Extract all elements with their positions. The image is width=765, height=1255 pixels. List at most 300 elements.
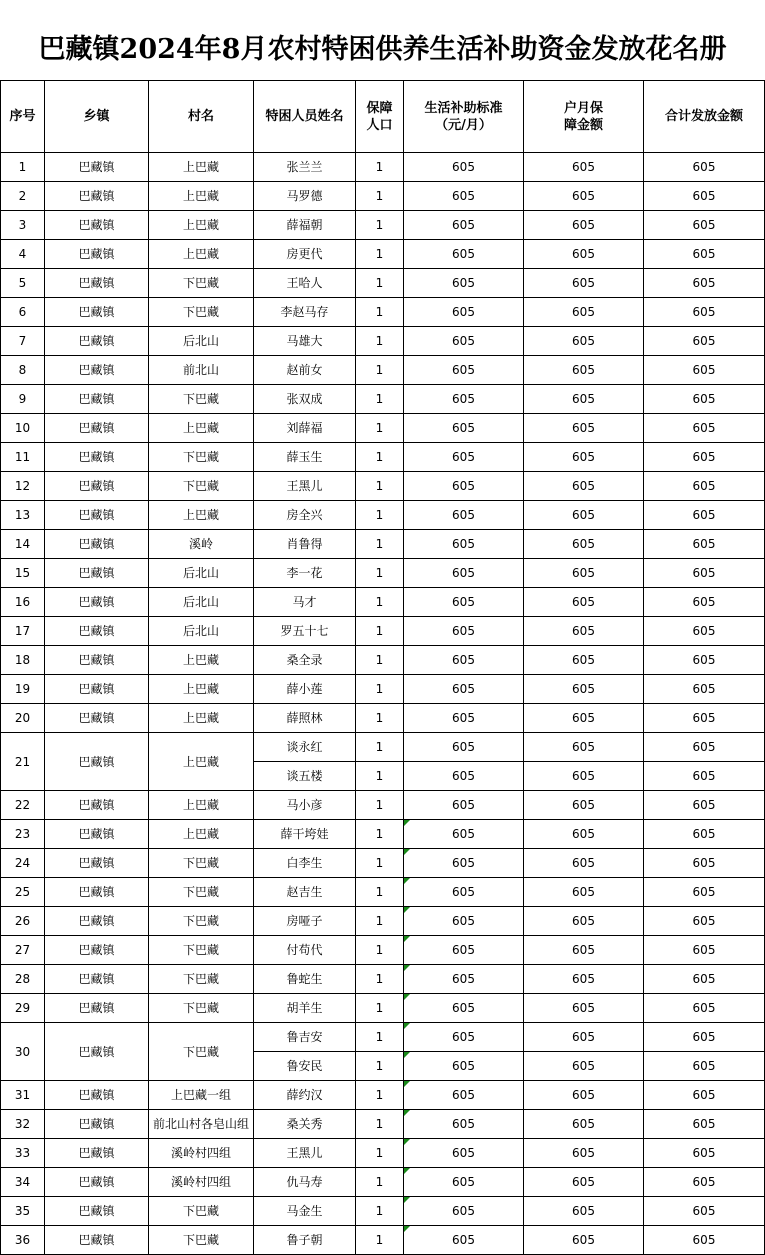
cell-count: 1: [356, 385, 404, 414]
cell-seq: 30: [1, 1023, 45, 1081]
cell-seq: 9: [1, 385, 45, 414]
cell-name: 刘薛福: [254, 414, 356, 443]
table-row: [1, 965, 765, 994]
cell-standard: 605: [404, 356, 524, 385]
cell-seq: 25: [1, 878, 45, 907]
cell-town: 巴藏镇: [45, 820, 149, 849]
cell-name: 马金生: [254, 1197, 356, 1226]
cell-seq: 3: [1, 211, 45, 240]
table-row: [1, 559, 765, 588]
cell-total: 605: [644, 907, 765, 936]
cell-monthly: 605: [524, 240, 644, 269]
cell-count: 1: [356, 211, 404, 240]
cell-name: 房哑子: [254, 907, 356, 936]
table-row: [1, 153, 765, 182]
cell-standard: 605: [404, 1052, 524, 1081]
cell-seq: 33: [1, 1139, 45, 1168]
cell-village: 后北山: [149, 327, 254, 356]
cell-total: 605: [644, 153, 765, 182]
table-row: [1, 1139, 765, 1168]
cell-standard: 605: [404, 733, 524, 762]
cell-village: 下巴藏: [149, 936, 254, 965]
cell-town: 巴藏镇: [45, 849, 149, 878]
cell-count: 1: [356, 443, 404, 472]
cell-name: 薛玉生: [254, 443, 356, 472]
cell-town: 巴藏镇: [45, 530, 149, 559]
cell-monthly: 605: [524, 1197, 644, 1226]
cell-village: 后北山: [149, 617, 254, 646]
cell-name: 桑关秀: [254, 1110, 356, 1139]
cell-monthly: 605: [524, 936, 644, 965]
cell-monthly: 605: [524, 356, 644, 385]
cell-standard: 605: [404, 588, 524, 617]
cell-name: 马罗德: [254, 182, 356, 211]
cell-village: 溪岭村四组: [149, 1139, 254, 1168]
cell-village: 下巴藏: [149, 443, 254, 472]
cell-village: 下巴藏: [149, 849, 254, 878]
cell-town: 巴藏镇: [45, 414, 149, 443]
cell-seq: 13: [1, 501, 45, 530]
cell-standard: 605: [404, 559, 524, 588]
cell-seq: 15: [1, 559, 45, 588]
cell-monthly: 605: [524, 1023, 644, 1052]
cell-count: 1: [356, 414, 404, 443]
cell-town: 巴藏镇: [45, 907, 149, 936]
cell-town: 巴藏镇: [45, 240, 149, 269]
cell-count: 1: [356, 588, 404, 617]
cell-name: 赵前女: [254, 356, 356, 385]
cell-seq: 16: [1, 588, 45, 617]
cell-town: 巴藏镇: [45, 965, 149, 994]
header-row: [1, 81, 765, 153]
cell-count: 1: [356, 849, 404, 878]
cell-total: 605: [644, 414, 765, 443]
cell-name: 薛约汉: [254, 1081, 356, 1110]
cell-seq: 5: [1, 269, 45, 298]
cell-village: 下巴藏: [149, 994, 254, 1023]
table-row: [1, 849, 765, 878]
cell-seq: 20: [1, 704, 45, 733]
cell-total: 605: [644, 965, 765, 994]
cell-monthly: 605: [524, 588, 644, 617]
table-row: [1, 820, 765, 849]
cell-standard: 605: [404, 791, 524, 820]
table-row: [1, 472, 765, 501]
table-row: [1, 1023, 765, 1052]
cell-village: 下巴藏: [149, 385, 254, 414]
cell-seq: 35: [1, 1197, 45, 1226]
cell-standard: 605: [404, 472, 524, 501]
cell-name: 鲁安民: [254, 1052, 356, 1081]
table-row: [1, 240, 765, 269]
cell-town: 巴藏镇: [45, 385, 149, 414]
cell-name: 马小彦: [254, 791, 356, 820]
cell-monthly: 605: [524, 1081, 644, 1110]
cell-total: 605: [644, 559, 765, 588]
cell-monthly: 605: [524, 501, 644, 530]
cell-name: 鲁子朝: [254, 1226, 356, 1255]
table-row: [1, 733, 765, 762]
cell-count: 1: [356, 762, 404, 791]
cell-count: 1: [356, 269, 404, 298]
cell-village: 下巴藏: [149, 472, 254, 501]
cell-seq: 27: [1, 936, 45, 965]
table-row: [1, 878, 765, 907]
cell-village: 下巴藏: [149, 878, 254, 907]
cell-seq: 12: [1, 472, 45, 501]
cell-seq: 24: [1, 849, 45, 878]
cell-total: 605: [644, 501, 765, 530]
cell-total: 605: [644, 1081, 765, 1110]
table-row: [1, 298, 765, 327]
table-row: [1, 1168, 765, 1197]
cell-count: 1: [356, 559, 404, 588]
cell-total: 605: [644, 849, 765, 878]
cell-monthly: 605: [524, 1110, 644, 1139]
cell-standard: 605: [404, 240, 524, 269]
cell-total: 605: [644, 733, 765, 762]
cell-count: 1: [356, 1110, 404, 1139]
cell-monthly: 605: [524, 385, 644, 414]
cell-name: 鲁吉安: [254, 1023, 356, 1052]
cell-village: 下巴藏: [149, 1226, 254, 1255]
cell-monthly: 605: [524, 269, 644, 298]
cell-name: 谈五楼: [254, 762, 356, 791]
cell-monthly: 605: [524, 182, 644, 211]
cell-name: 仇马寿: [254, 1168, 356, 1197]
cell-standard: 605: [404, 443, 524, 472]
cell-count: 1: [356, 820, 404, 849]
cell-monthly: 605: [524, 617, 644, 646]
cell-town: 巴藏镇: [45, 675, 149, 704]
cell-monthly: 605: [524, 530, 644, 559]
cell-seq: 32: [1, 1110, 45, 1139]
cell-town: 巴藏镇: [45, 501, 149, 530]
cell-total: 605: [644, 240, 765, 269]
cell-name: 马才: [254, 588, 356, 617]
cell-count: 1: [356, 675, 404, 704]
cell-monthly: 605: [524, 1226, 644, 1255]
cell-count: 1: [356, 704, 404, 733]
cell-count: 1: [356, 240, 404, 269]
cell-village: 下巴藏: [149, 298, 254, 327]
cell-seq: 8: [1, 356, 45, 385]
cell-standard: 605: [404, 762, 524, 791]
cell-monthly: 605: [524, 791, 644, 820]
cell-total: 605: [644, 530, 765, 559]
cell-name: 鲁蛇生: [254, 965, 356, 994]
cell-village: 下巴藏: [149, 965, 254, 994]
cell-village: 后北山: [149, 588, 254, 617]
cell-seq: 1: [1, 153, 45, 182]
cell-total: 605: [644, 472, 765, 501]
cell-standard: 605: [404, 182, 524, 211]
cell-monthly: 605: [524, 1139, 644, 1168]
cell-total: 605: [644, 298, 765, 327]
cell-village: 前北山村各皂山组: [149, 1110, 254, 1139]
cell-town: 巴藏镇: [45, 559, 149, 588]
cell-standard: 605: [404, 211, 524, 240]
cell-standard: 605: [404, 1023, 524, 1052]
cell-village: 下巴藏: [149, 1197, 254, 1226]
cell-standard: 605: [404, 1110, 524, 1139]
cell-monthly: 605: [524, 646, 644, 675]
cell-name: 李一花: [254, 559, 356, 588]
page-title: 巴藏镇2024年8月农村特困供养生活补助资金发放花名册: [38, 33, 727, 65]
cell-town: 巴藏镇: [45, 588, 149, 617]
cell-town: 巴藏镇: [45, 1139, 149, 1168]
cell-count: 1: [356, 878, 404, 907]
cell-total: 605: [644, 1168, 765, 1197]
cell-seq: 17: [1, 617, 45, 646]
cell-name: 房更代: [254, 240, 356, 269]
cell-name: 王黑儿: [254, 1139, 356, 1168]
cell-total: 605: [644, 646, 765, 675]
cell-village: 下巴藏: [149, 1023, 254, 1081]
cell-standard: 605: [404, 327, 524, 356]
cell-total: 605: [644, 356, 765, 385]
cell-total: 605: [644, 675, 765, 704]
cell-town: 巴藏镇: [45, 298, 149, 327]
cell-monthly: 605: [524, 994, 644, 1023]
cell-monthly: 605: [524, 907, 644, 936]
table-row: [1, 791, 765, 820]
cell-total: 605: [644, 762, 765, 791]
cell-total: 605: [644, 617, 765, 646]
cell-village: 上巴藏: [149, 733, 254, 791]
cell-name: 薛福朝: [254, 211, 356, 240]
cell-town: 巴藏镇: [45, 443, 149, 472]
cell-standard: 605: [404, 675, 524, 704]
cell-count: 1: [356, 327, 404, 356]
cell-total: 605: [644, 994, 765, 1023]
cell-count: 1: [356, 1081, 404, 1110]
cell-village: 上巴藏: [149, 791, 254, 820]
cell-town: 巴藏镇: [45, 472, 149, 501]
table-row: [1, 414, 765, 443]
header-village: 村名: [149, 81, 254, 153]
cell-town: 巴藏镇: [45, 211, 149, 240]
cell-town: 巴藏镇: [45, 1168, 149, 1197]
cell-seq: 6: [1, 298, 45, 327]
table-row: [1, 936, 765, 965]
table-row: [1, 675, 765, 704]
cell-town: 巴藏镇: [45, 704, 149, 733]
header-seq: 序号: [1, 81, 45, 153]
table-row: [1, 269, 765, 298]
cell-standard: 605: [404, 646, 524, 675]
cell-monthly: 605: [524, 472, 644, 501]
cell-monthly: 605: [524, 414, 644, 443]
cell-count: 1: [356, 791, 404, 820]
cell-count: 1: [356, 617, 404, 646]
cell-monthly: 605: [524, 878, 644, 907]
cell-standard: 605: [404, 936, 524, 965]
cell-standard: 605: [404, 501, 524, 530]
cell-name: 李赵马存: [254, 298, 356, 327]
cell-total: 605: [644, 878, 765, 907]
cell-village: 溪岭村四组: [149, 1168, 254, 1197]
cell-seq: 29: [1, 994, 45, 1023]
cell-standard: 605: [404, 617, 524, 646]
table-row: [1, 1110, 765, 1139]
cell-village: 下巴藏: [149, 269, 254, 298]
cell-village: 上巴藏: [149, 414, 254, 443]
cell-village: 上巴藏: [149, 704, 254, 733]
cell-monthly: 605: [524, 298, 644, 327]
cell-name: 桑全录: [254, 646, 356, 675]
cell-total: 605: [644, 820, 765, 849]
cell-count: 1: [356, 1168, 404, 1197]
header-standard: 生活补助标准 （元/月）: [404, 81, 524, 153]
table-row: [1, 530, 765, 559]
cell-count: 1: [356, 182, 404, 211]
cell-standard: 605: [404, 907, 524, 936]
cell-seq: 26: [1, 907, 45, 936]
cell-standard: 605: [404, 385, 524, 414]
cell-count: 1: [356, 1197, 404, 1226]
cell-count: 1: [356, 733, 404, 762]
cell-village: 溪岭: [149, 530, 254, 559]
table-row: [1, 182, 765, 211]
cell-total: 605: [644, 791, 765, 820]
header-town: 乡镇: [45, 81, 149, 153]
cell-seq: 14: [1, 530, 45, 559]
cell-count: 1: [356, 1226, 404, 1255]
cell-village: 上巴藏: [149, 240, 254, 269]
cell-standard: 605: [404, 1168, 524, 1197]
cell-standard: 605: [404, 530, 524, 559]
cell-seq: 2: [1, 182, 45, 211]
cell-standard: 605: [404, 1081, 524, 1110]
cell-count: 1: [356, 1139, 404, 1168]
cell-total: 605: [644, 936, 765, 965]
cell-monthly: 605: [524, 762, 644, 791]
cell-town: 巴藏镇: [45, 153, 149, 182]
cell-town: 巴藏镇: [45, 327, 149, 356]
cell-seq: 18: [1, 646, 45, 675]
cell-total: 605: [644, 1197, 765, 1226]
table-row: [1, 356, 765, 385]
table-row: [1, 327, 765, 356]
cell-name: 张双成: [254, 385, 356, 414]
cell-village: 上巴藏: [149, 182, 254, 211]
cell-total: 605: [644, 1023, 765, 1052]
table-row: [1, 704, 765, 733]
cell-monthly: 605: [524, 1052, 644, 1081]
table-row: [1, 501, 765, 530]
cell-village: 上巴藏: [149, 153, 254, 182]
table-row: [1, 617, 765, 646]
cell-seq: 19: [1, 675, 45, 704]
cell-name: 张兰兰: [254, 153, 356, 182]
cell-count: 1: [356, 530, 404, 559]
cell-count: 1: [356, 994, 404, 1023]
cell-village: 上巴藏: [149, 211, 254, 240]
cell-monthly: 605: [524, 675, 644, 704]
cell-seq: 31: [1, 1081, 45, 1110]
cell-standard: 605: [404, 965, 524, 994]
cell-total: 605: [644, 211, 765, 240]
cell-name: 肖鲁得: [254, 530, 356, 559]
header-people: 保障 人口: [356, 81, 404, 153]
cell-count: 1: [356, 298, 404, 327]
table-row: [1, 443, 765, 472]
cell-town: 巴藏镇: [45, 646, 149, 675]
cell-monthly: 605: [524, 704, 644, 733]
cell-town: 巴藏镇: [45, 733, 149, 791]
table-row: [1, 907, 765, 936]
cell-count: 1: [356, 472, 404, 501]
cell-standard: 605: [404, 269, 524, 298]
cell-total: 605: [644, 1110, 765, 1139]
cell-standard: 605: [404, 878, 524, 907]
header-total: 合计发放金额: [644, 81, 765, 153]
cell-seq: 23: [1, 820, 45, 849]
cell-standard: 605: [404, 1139, 524, 1168]
cell-monthly: 605: [524, 211, 644, 240]
cell-count: 1: [356, 936, 404, 965]
cell-town: 巴藏镇: [45, 1110, 149, 1139]
cell-name: 房全兴: [254, 501, 356, 530]
cell-town: 巴藏镇: [45, 182, 149, 211]
cell-town: 巴藏镇: [45, 1023, 149, 1081]
cell-count: 1: [356, 153, 404, 182]
cell-total: 605: [644, 269, 765, 298]
cell-total: 605: [644, 182, 765, 211]
table-row: [1, 1226, 765, 1255]
cell-seq: 34: [1, 1168, 45, 1197]
cell-village: 后北山: [149, 559, 254, 588]
cell-seq: 22: [1, 791, 45, 820]
cell-village: 下巴藏: [149, 907, 254, 936]
cell-seq: 28: [1, 965, 45, 994]
cell-standard: 605: [404, 1226, 524, 1255]
allowance-table: [0, 80, 765, 1255]
cell-seq: 21: [1, 733, 45, 791]
cell-seq: 7: [1, 327, 45, 356]
cell-standard: 605: [404, 298, 524, 327]
table-row: [1, 646, 765, 675]
cell-town: 巴藏镇: [45, 878, 149, 907]
cell-name: 王哈人: [254, 269, 356, 298]
cell-standard: 605: [404, 994, 524, 1023]
cell-name: 赵吉生: [254, 878, 356, 907]
header-name: 特困人员姓名: [254, 81, 356, 153]
cell-total: 605: [644, 385, 765, 414]
cell-name: 薛照林: [254, 704, 356, 733]
cell-standard: 605: [404, 414, 524, 443]
cell-name: 王黑儿: [254, 472, 356, 501]
cell-standard: 605: [404, 153, 524, 182]
cell-monthly: 605: [524, 1168, 644, 1197]
table-row: [1, 1081, 765, 1110]
cell-total: 605: [644, 443, 765, 472]
cell-name: 胡羊生: [254, 994, 356, 1023]
cell-standard: 605: [404, 1197, 524, 1226]
cell-total: 605: [644, 704, 765, 733]
cell-name: 白李生: [254, 849, 356, 878]
cell-count: 1: [356, 1052, 404, 1081]
cell-count: 1: [356, 646, 404, 675]
cell-village: 上巴藏: [149, 501, 254, 530]
table-row: [1, 1197, 765, 1226]
cell-monthly: 605: [524, 153, 644, 182]
cell-name: 谈永红: [254, 733, 356, 762]
cell-town: 巴藏镇: [45, 1226, 149, 1255]
cell-town: 巴藏镇: [45, 791, 149, 820]
cell-town: 巴藏镇: [45, 269, 149, 298]
